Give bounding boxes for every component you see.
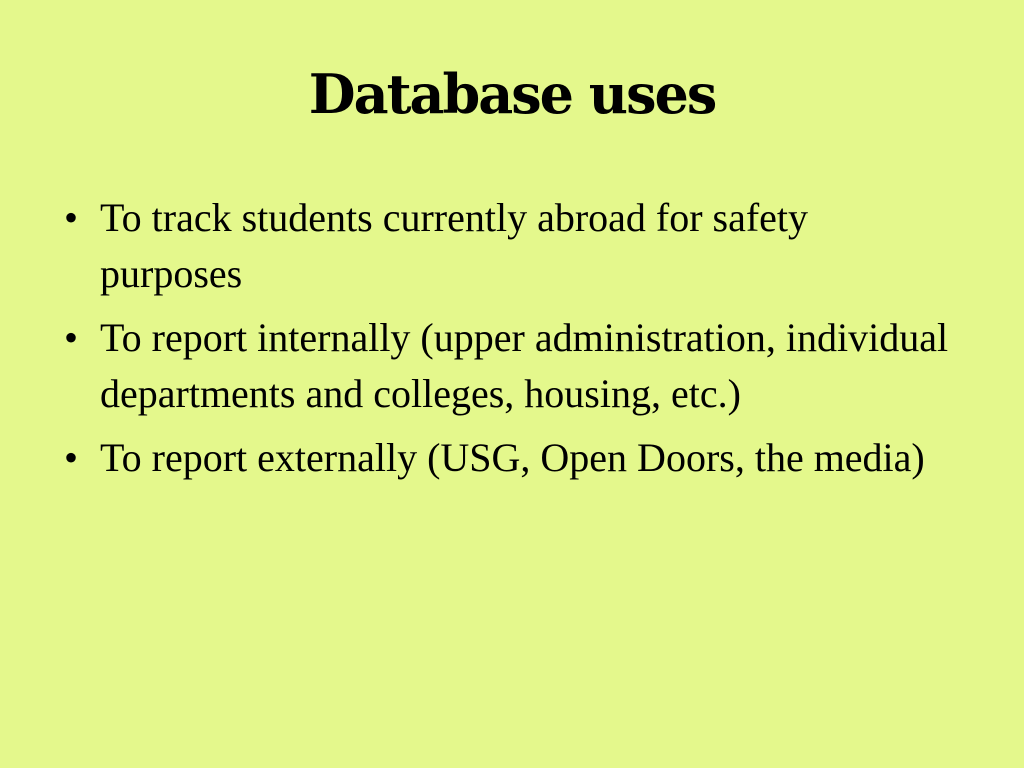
bullet-dot-icon: • [63,435,78,480]
bullet-text: To report externally (USG, Open Doors, the media) [100,435,925,480]
slide-title: Database uses [308,62,716,126]
bullet-item-track-students [56,190,956,302]
bullet-dot-icon: • [63,315,78,360]
bullet-item-report-externally [56,430,956,486]
bullet-list [56,190,956,494]
bullet-text: To track students currently abroad for safety purposes [100,195,809,296]
bullet-item-report-internally [56,310,956,422]
bullet-text: To report internally (upper administration, individual departments and colleges, housing, etc.) [100,315,949,416]
bullet-dot-icon: • [63,195,78,240]
